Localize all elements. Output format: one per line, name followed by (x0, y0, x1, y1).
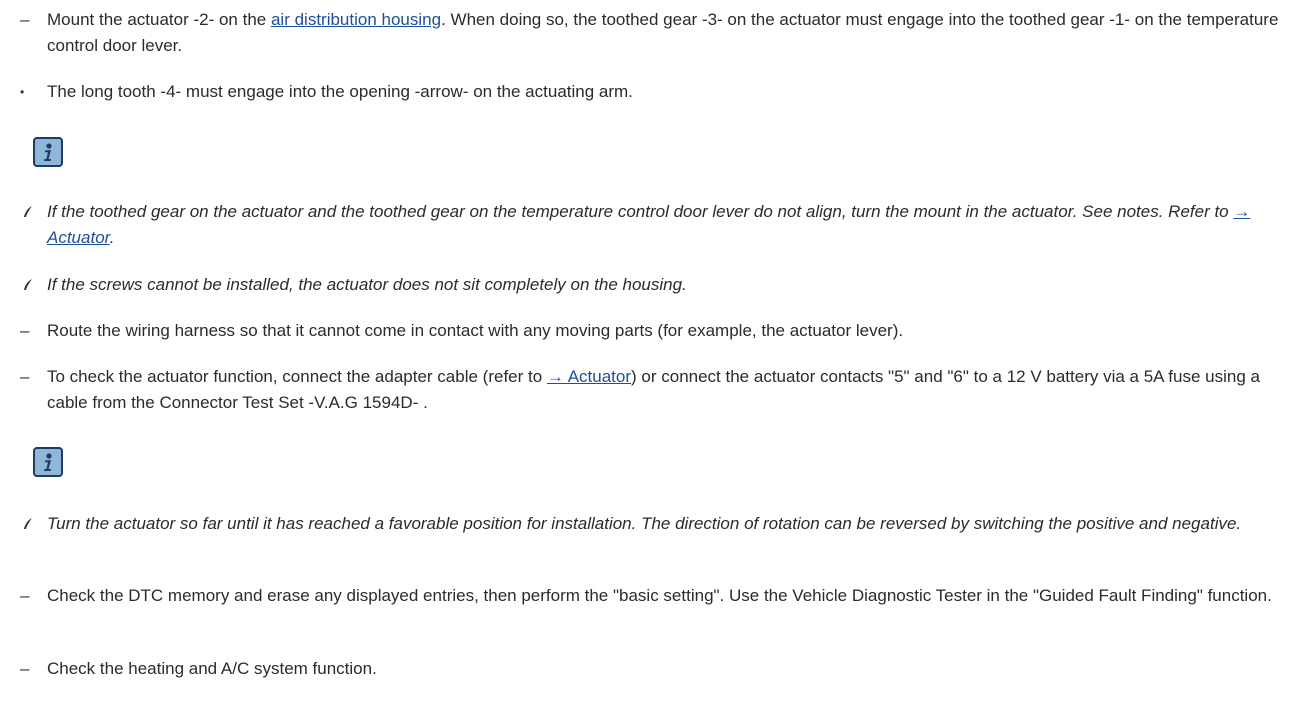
quill-bullet-icon (21, 205, 35, 219)
note-text: If the screws cannot be installed, the actuator does not sit completely on the housing. (47, 275, 687, 294)
dash-marker: – (20, 659, 30, 678)
step-text: The long tooth -4- must engage into the opening -arrow- on the actuating arm. (47, 82, 633, 101)
dash-marker: – (20, 586, 30, 605)
quill-bullet-icon (21, 278, 35, 292)
info-icon (33, 137, 63, 167)
quill-bullet-icon (21, 517, 35, 531)
step-text: Check the heating and A/C system function. (47, 659, 377, 678)
air-distribution-housing-link[interactable]: air distribution housing (270, 10, 442, 29)
step-text: Check the DTC memory and erase any displayed entries, then perform the "basic setting". Use the Vehicle Diagnostic Tester in the "Guided Fault Finding" function. (47, 586, 1272, 605)
dash-marker: – (20, 321, 30, 340)
dash-marker: – (20, 367, 30, 386)
dash-marker: – (20, 10, 30, 29)
note-text: If the toothed gear on the actuator and the toothed gear on the temperature control door lever do not align, turn the mount in the actuator. See notes. Refer to → Actuator. (47, 202, 1251, 247)
actuator-link[interactable]: → Actuator (47, 202, 1251, 247)
step-text: Mount the actuator -2- on the air distribution housing. When doing so, the toothed gear -3- on the actuator must engage into the toothed gear -1- on the temperature control door lever. (47, 10, 1279, 55)
note-text: Turn the actuator so far until it has reached a favorable position for installation. The direction of rotation can be reversed by switching the positive and negative. (47, 514, 1242, 533)
bullet-marker: • (20, 85, 25, 99)
actuator-link[interactable]: → Actuator (546, 367, 632, 386)
info-icon (33, 447, 63, 477)
step-text: To check the actuator function, connect the adapter cable (refer to → Actuator) or connect the actuator contacts "5" and "6" to a 12 V battery via a 5A fuse using a cable from the Connector Test Set -V.A.G 1594D- . (47, 367, 1260, 412)
step-text: Route the wiring harness so that it cannot come in contact with any moving parts (for example, the actuator lever). (47, 321, 904, 340)
